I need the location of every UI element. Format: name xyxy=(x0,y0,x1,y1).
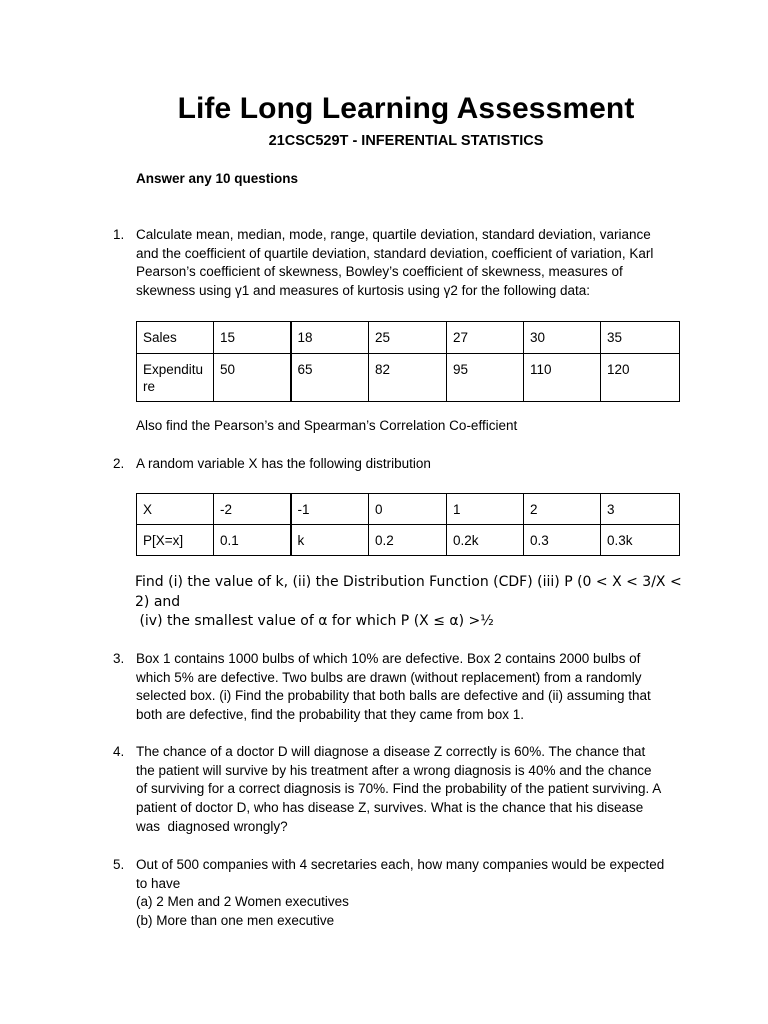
table-cell: Expenditure xyxy=(137,354,214,402)
question-number: 2. xyxy=(113,456,125,471)
table-cell: 3 xyxy=(601,494,680,525)
table-cell: 50 xyxy=(214,354,291,402)
question-line: Box 1 contains 1000 bulbs of which 10% are defective. Box 2 contains 2000 bulbs of xyxy=(136,651,641,666)
question-line: patient of doctor D, who has disease Z, survives. What is the chance that his disease xyxy=(136,800,644,816)
question-line: A random variable X has the following distribution xyxy=(136,456,431,471)
question-3 xyxy=(113,650,683,725)
table-row xyxy=(137,494,680,525)
instruction-text: Answer any 10 questions xyxy=(136,171,299,186)
question-line: to have xyxy=(136,875,181,891)
question-line: and the coefficient of quartile deviation, standard deviation, coefficient of variation, Karl xyxy=(136,245,654,261)
table-cell: 2 xyxy=(524,494,601,525)
table-cell: 65 xyxy=(291,354,369,402)
question-number: 3. xyxy=(113,651,125,666)
question-number: 1. xyxy=(113,227,125,242)
question-line: the patient will survive by his treatment after a wrong diagnosis is 40% and the chance xyxy=(136,762,652,778)
question-line: both are defective, find the probability that they came from box 1. xyxy=(136,707,524,723)
table-cell: 95 xyxy=(447,354,524,402)
question-line: Out of 500 companies with 4 secretaries each, how many companies would be expected xyxy=(136,857,665,872)
table-cell: 120 xyxy=(601,354,680,402)
table-cell: 15 xyxy=(214,322,291,354)
question-line: Calculate mean, median, mode, range, quartile deviation, standard deviation, variance xyxy=(136,227,651,242)
table-row xyxy=(137,322,680,354)
question-2 xyxy=(113,455,683,474)
table-row xyxy=(137,525,680,556)
question-5 xyxy=(113,856,683,931)
table-cell: 18 xyxy=(291,322,369,354)
question-line: was diagnosed wrongly? xyxy=(136,818,288,834)
table-cell: 0.1 xyxy=(214,525,291,556)
question-4 xyxy=(113,743,683,837)
table-cell: 35 xyxy=(601,322,680,354)
table-cell: 0 xyxy=(369,494,447,525)
question-line: (iv) the smallest value of α for which P (X ≤ α) >½ xyxy=(135,613,494,629)
table-cell: 0.3k xyxy=(601,525,680,556)
table-cell: -2 xyxy=(214,494,291,525)
correlation-note: Also find the Pearson’s and Spearman’s Correlation Co-efficient xyxy=(136,418,518,433)
question-line: The chance of a doctor D will diagnose a disease Z correctly is 60%. The chance that xyxy=(136,744,646,759)
table-row xyxy=(137,354,680,402)
course-subtitle: 21CSC529T - INFERENTIAL STATISTICS xyxy=(268,133,544,149)
question-1 xyxy=(113,226,683,301)
table-cell: k xyxy=(291,525,369,556)
table-cell: 110 xyxy=(524,354,601,402)
table-cell: 82 xyxy=(369,354,447,402)
question-line: (b) More than one men executive xyxy=(136,913,335,929)
question-line: skewness using γ1 and measures of kurtosis using γ2 for the following data: xyxy=(136,283,590,299)
question-line: which 5% are defective. Two bulbs are drawn (without replacement) from a randomly xyxy=(136,669,642,685)
question-line: selected box. (i) Find the probability that both balls are defective and (ii) assuming that xyxy=(136,688,651,704)
table-cell: 25 xyxy=(369,322,447,354)
question-number: 4. xyxy=(113,744,125,759)
question-line: (a) 2 Men and 2 Women executives xyxy=(136,894,349,910)
table-cell: 0.3 xyxy=(524,525,601,556)
sales-expenditure-table xyxy=(136,321,680,402)
question-line: Pearson’s coefficient of skewness, Bowley’s coefficient of skewness, measures of xyxy=(136,264,623,280)
page-title: Life Long Learning Assessment xyxy=(177,92,635,125)
question-line: of surviving for a correct diagnosis is 70%. Find the probability of the patient surviving. A xyxy=(136,781,662,797)
table-cell: 0.2 xyxy=(369,525,447,556)
table-cell: 1 xyxy=(447,494,524,525)
question-line: Find (i) the value of k, (ii) the Distribution Function (CDF) (iii) P (0 < X < 3/X < xyxy=(135,574,682,590)
table-cell: 30 xyxy=(524,322,601,354)
table-cell: 0.2k xyxy=(447,525,524,556)
question-number: 5. xyxy=(113,857,125,872)
table-cell: 27 xyxy=(447,322,524,354)
question-2-find xyxy=(135,573,695,632)
distribution-table xyxy=(136,493,680,556)
question-line: 2) and xyxy=(135,593,181,610)
table-cell: Sales xyxy=(137,322,214,354)
table-cell: -1 xyxy=(291,494,369,525)
table-cell: P[X=x] xyxy=(137,525,214,556)
table-cell: X xyxy=(137,494,214,525)
